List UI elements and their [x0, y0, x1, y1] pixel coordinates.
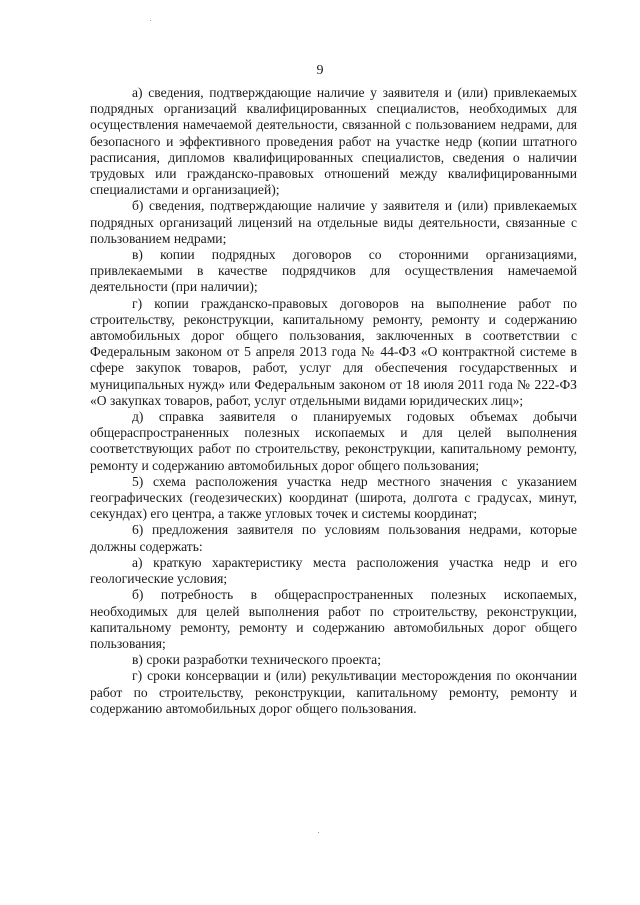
paragraph-b-licenses: б) сведения, подтверждающие наличие у заявителя и (или) привлекаемых подрядных организаций лицензий на отдельные виды деятельности, связанные с пользованием недрами;: [90, 198, 577, 246]
paragraph-g-civil-contracts: г) копии гражданско-правовых договоров на выполнение работ по строительству, реконструкции, капитальному ремонту, ремонту и содержанию автомобильных дорог общего пользования, заключенных в соответствии с Федеральным законом от 5 апреля 2013 года № 44-ФЗ «О контрактной системе в сфере закупок товаров, работ, услуг для обеспечения государственных и муниципальных нужд» или Федеральным законом от 18 июля 2011 года № 222-ФЗ «О закупках товаров, работ, услуг отдельными видами юридических лиц»;: [90, 295, 577, 408]
paragraph-6-proposals: 6) предложения заявителя по условиям пользования недрами, которые должны содержать:: [90, 522, 577, 554]
scan-speck: [318, 832, 319, 833]
page-number: 9: [316, 63, 324, 78]
paragraph-6g-conservation-timing: г) сроки консервации и (или) рекультивации месторождения по окончании работ по строительству, реконструкции, капитальному ремонту, ремонту и содержанию автомобильных дорог общего пользования.: [90, 668, 577, 716]
paragraph-5-site-scheme: 5) схема расположения участка недр местного значения с указанием географических (геодезических) координат (широта, долгота с градусах, минут, секундах) его центра, а также угловых точек и системы координат;: [90, 473, 577, 522]
paragraph-a-specialists: а) сведения, подтверждающие наличие у заявителя и (или) привлекаемых подрядных организаций квалифицированных специалистов, необходимых для осуществления намечаемой деятельности, связанной с пользованием недрами, для безопасного и эффективного проведения работ на участке недр (копии штатного расписания, дипломов квалифицированных специалистов, сведения о наличии трудовых или гражданско-правовых отношений между квалифицированными специалистами и организацией);: [90, 85, 577, 198]
paragraph-d-reference: д) справка заявителя о планируемых годовых объемах добычи общераспространенных полезных ископаемых и для целей выполнения соответствующих работ по строительству, реконструкции, капитальному ремонту, ремонту и содержанию автомобильных дорог общего пользования;: [90, 409, 577, 473]
scan-speck: [150, 20, 151, 21]
paragraph-6b-demand: б) потребность в общераспространенных полезных ископаемых, необходимых для целей выполнения работ по строительству, реконструкции, капитальному ремонту, ремонту и содержанию автомобильных дорог общего пользования;: [90, 587, 577, 651]
paragraph-v-contracts: в) копии подрядных договоров со сторонними организациями, привлекаемыми в качестве подрядчиков для осуществления намечаемой деятельности (при наличии);: [90, 247, 577, 295]
paragraph-6a-characteristics: а) краткую характеристику места расположения участка недр и его геологические условия;: [90, 554, 577, 587]
document-body: [90, 85, 577, 717]
paragraph-6v-project-timing: в) сроки разработки технического проекта;: [132, 652, 381, 668]
